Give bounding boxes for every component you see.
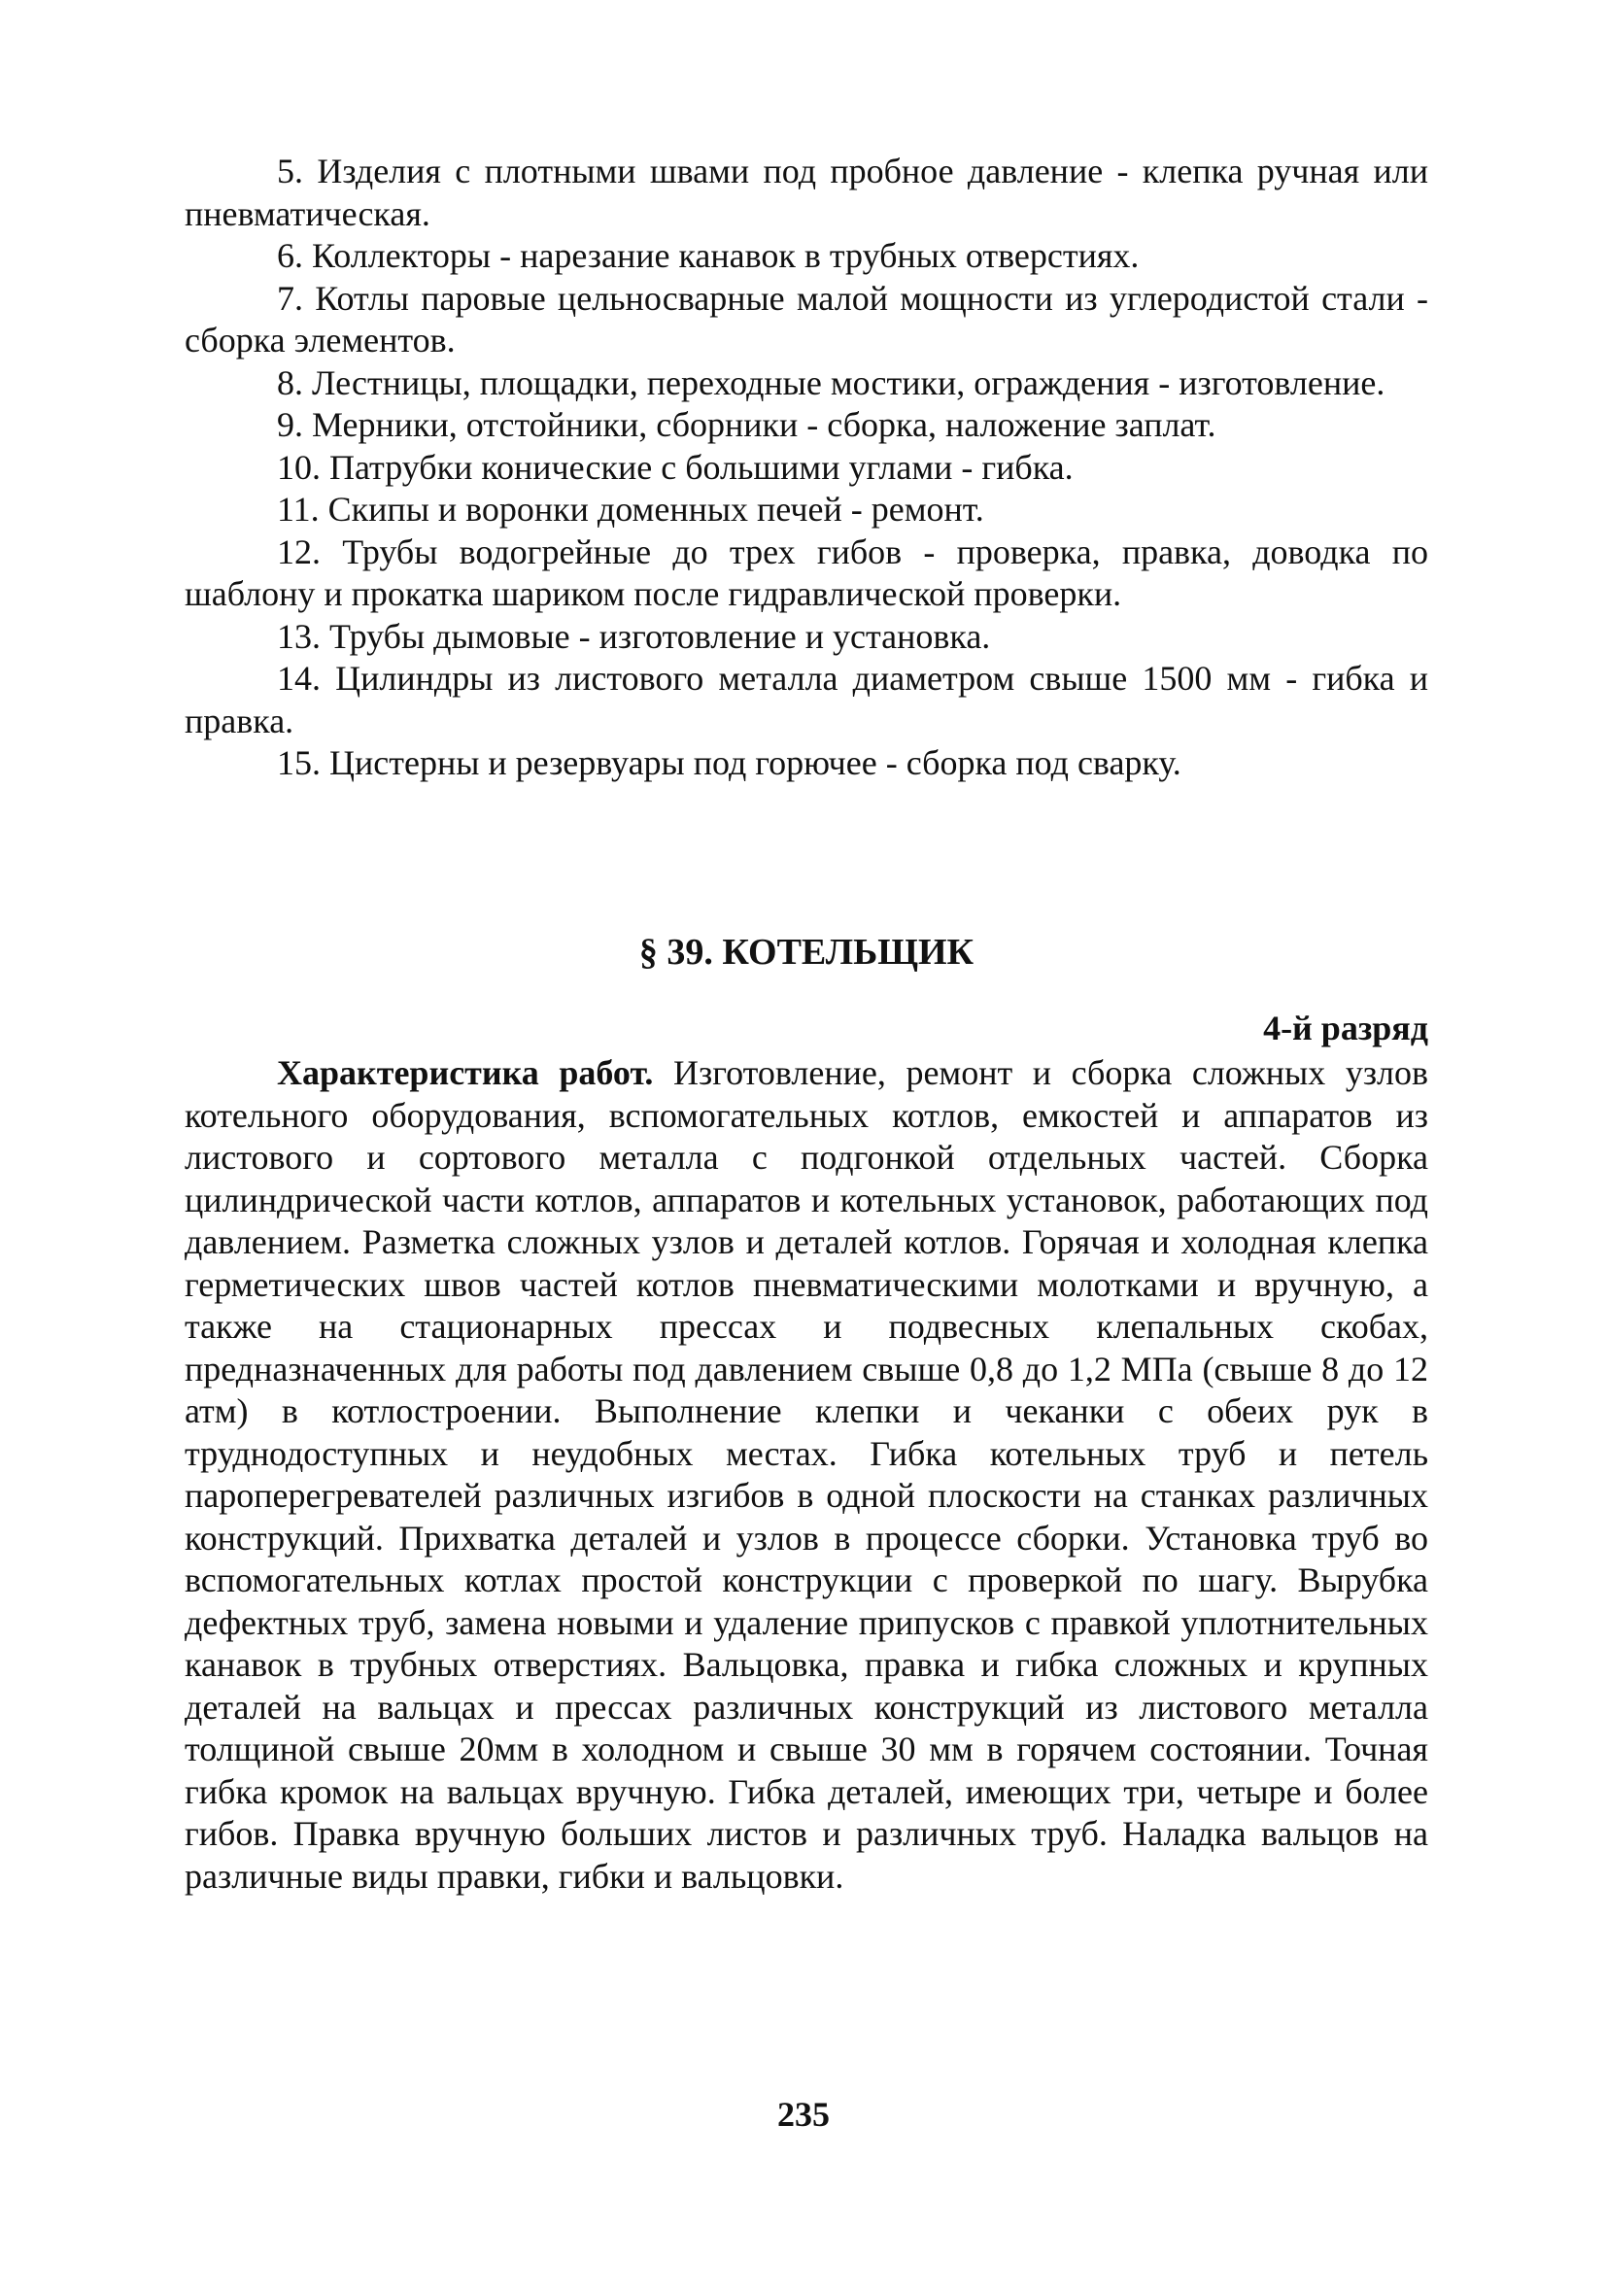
list-item: 5. Изделия с плотными швами под пробное давление - клепка ручная или пневматическая.: [185, 152, 1428, 233]
grade-label: 4-й разряд: [1263, 1009, 1428, 1047]
list-item: 11. Скипы и воронки доменных печей - ремонт.: [277, 490, 984, 529]
characteristics-text: Изготовление, ремонт и сборка сложных узлов котельного оборудования, вспомогательных котлов, емкостей и аппаратов из листового и сортового металла с подгонкой отдельных частей. Сборка цилиндрической части котлов, аппаратов и котельных установок, работающих под давлением. Разметка сложных узлов и деталей котлов. Горячая и холодная клепка герметических швов частей котлов пневматическими молотками и вручную, а также на стационарных прессах и подвесных клепальных скобах, предназначенных для работы под давлением свыше 0,8 до 1,2 МПа (свыше 8 до 12 атм) в котлостроении. Выполнение клепки и чеканки с обеих рук в труднодоступных и неудобных местах. Гибка котельных труб и петель пароперегревателей различных изгибов в одной плоскости на станках различных конструкций. Прихватка деталей и узлов в процессе сборки. Установка труб во вспомогательных котлах простой конструкции с проверкой по шагу. Вырубка дефектных труб, замена новыми и удаление припусков с правкой уплотнительных канавок в трубных отверстиях. Вальцовка, правка и гибка сложных и крупных деталей на вальцах и прессах различных конструкций из листового металла толщиной свыше 20мм в холодном и свыше 30 мм в горячем состоянии. Точная гибка кромок на вальцах вручную. Гибка деталей, имеющих три, четыре и более гибов. Правка вручную больших листов и различных труб. Наладка вальцов на различные виды правки, гибки и вальцовки.: [185, 1053, 1429, 1896]
list-item: 6. Коллекторы - нарезание канавок в трубных отверстиях.: [277, 236, 1140, 275]
list-item: 7. Котлы паровые цельносварные малой мощности из углеродистой стали - сборка элементов.: [185, 278, 1428, 360]
list-item: 14. Цилиндры из листового металла диаметром свыше 1500 мм - гибка и правка.: [185, 659, 1428, 740]
list-item: 8. Лестницы, площадки, переходные мостики, ограждения - изготовление.: [277, 362, 1385, 402]
work-characteristics: [185, 1052, 1428, 1898]
section-title: § 39. КОТЕЛЬЩИК: [638, 932, 974, 973]
list-item: 12. Трубы водогрейные до трех гибов - проверка, правка, доводка по шаблону и прокатка шариком после гидравлической проверки.: [185, 531, 1428, 613]
characteristics-paragraph: [185, 1052, 1428, 1898]
page-number: 235: [777, 2095, 830, 2134]
list-item: 15. Цистерны и резервуары под горючее - сборка под сварку.: [277, 743, 1181, 782]
list-item: 9. Мерники, отстойники, сборники - сборка, наложение заплат.: [277, 405, 1216, 444]
work-examples-list: [185, 151, 1428, 785]
characteristics-label: Характеристика работ.: [277, 1053, 654, 1092]
list-item: 10. Патрубки конические с большими углами - гибка.: [277, 447, 1074, 487]
list-item: 13. Трубы дымовые - изготовление и установка.: [277, 616, 991, 656]
